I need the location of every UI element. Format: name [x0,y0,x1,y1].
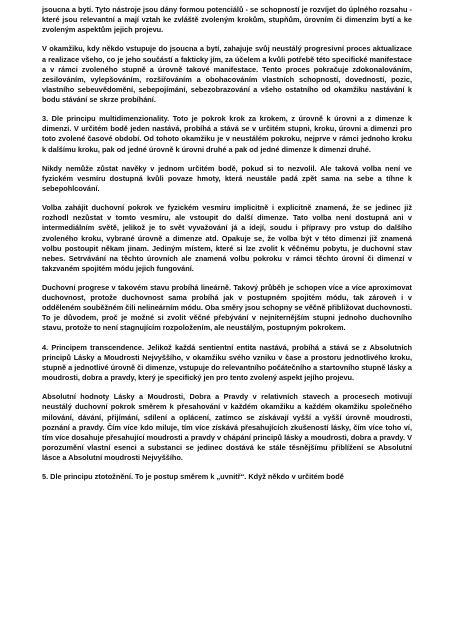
paragraph-9-identification: 5. Dle principu ztotožnění. To je postup směrem k „uvnitř“. Když někdo v určitém bodě [42,472,344,482]
paragraph-6: Duchovní progrese v takovém stavu probíhá lineárně. Takový průběh je schopen více a více aproximovat duchovnost, protože duchovnost sama probíhá jak v postupném spojitém módu, tak zároveň i v odděleném souběžném čili nelineárním módu. Oba směry jsou schopny se věčně přibližovat duchovnosti. To je důvodem, proč je možné si zvolit věčné přebývání v nejniternějším stupni jednoho duchovního stavu, protože to není stagnujícím rozpoložením, ale neustálým, postupným pokrokem. [42,283,412,333]
paragraph-5: Volba zahájit duchovní pokrok ve fyzickém vesmíru implicitně i explicitně znamená, že se jedinec již rozhodl nezůstat v tomto vesmíru, ale vstoupit do další dimenze. Tato volba není dostupná ani v intermediálním světě, jelikož je to svět vyvažování já a idejí, soudu i přípravy pro vstup do dalšího zvoleného kroku, vybrané úrovně a dimenze atd. Opakuje se, že volba být v této dimenzi již znamená volbu postoupit někam jinam. Jediným místem, které si lze zvolit k věčnému pobytu, je duchovní stav nebes. Setrvávání na těchto úrovních ale znamená volbu pokroku v rámci těchto úrovní či dimenzí v takzvaném spojitém módu jejich fungování. [42,203,412,273]
paragraph-3-multidimensionality: 3. Dle principu multidimenzionality. Toto je pokrok krok za krokem, z úrovně k úrovni a z dimenze k dimenzi. V určitém bodě jeden nastává, probíhá a stává se v určitém stupni, kroku, úrovni a dimenzi pro toto zvolené časové období. Od tohoto okamžiku je v neustálém pokroku, nejprve v rámci jednoho kroku k dalšímu kroku, pak od jedné úrovně k úrovni druhé a pak od jedné dimenze k dimenzi druhé. [42,114,412,154]
paragraph-2: V okamžiku, kdy někdo vstupuje do jsoucna a bytí, zahajuje svůj neustálý progresivní proces aktualizace a realizace všeho, co je jeho součástí a fakticky jím, za účelem a kvůli potřebě této specifické manifestace a v rámci zvoleného stupně a úrovně takové manifestace. Tento proces pokračuje zdokonalováním, zesilováním, vylepšováním, rozšiřováním a obohacováním vlastních schopností, dovedností, pozic, vlastního sebeuvědomění, sebepojímání, sebezobrazování a všeho ostatního od okamžiku nastávání k bodu stávání se skrze probíhání. [42,44,412,104]
paragraph-1: jsoucna a bytí. Tyto nástroje jsou dány formou potenciálů - se schopností je rozvíjet do úplného rozsahu - které jsou relevantní a mají vztah ke zvláště zvoleným krokům, stupňům, úrovním či dimenzím bytí a ke zvoleným aspektům jejich projevu. [42,5,412,35]
paragraph-7-transcendence: 4. Principem transcendence. Jelikož každá sentientní entita nastává, probíhá a stává se z Absolutních principů Lásky a Moudrosti Nejvyššího, v okamžiku svého vzniku v čase a prostoru jednotlivého kroku, stupně a jednotlivé úrovně či dimenze, vstupuje do relevantního počátečního a startovního stupně lásky a moudrosti, dobra a pravdy, který je specifický jen pro tento zvolený aspekt jejího projevu. [42,342,412,383]
paragraph-8: Absolutní hodnoty Lásky a Moudrosti, Dobra a Pravdy v relativních stavech a procesech motivují neustálý duchovní pokrok směrem k přesahování v každém okamžiku a každém okamžiku společného milování, dávání, přijímání, sdílení a oplácení, zatímco se získávají vyšší a vyšší úrovně moudrosti, poznání a pravdy. Čím více kdo miluje, tím více získává přesahujících zkušeností lásky, čím více toho ví, tím více dosahuje přesahující moudrosti a pravdy v chápání principů lásky a moudrosti, dobra a pravdy. V porozumění vlastní esenci a substanci se jedinec dostává ke stále těsnějšímu přiblížení se Absolutní lásce a Absolutní moudrosti Nejvyššího. [42,392,412,462]
paragraph-4: Nikdy nemůže zůstat navěky v jednom určitém bodě, pokud si to nezvolil. Ale taková volba není ve fyzickém vesmíru dostupná kvůli povaze hmoty, která neustále padá zpět sama na sebe a tíhne k sebepohlcování. [42,163,412,193]
